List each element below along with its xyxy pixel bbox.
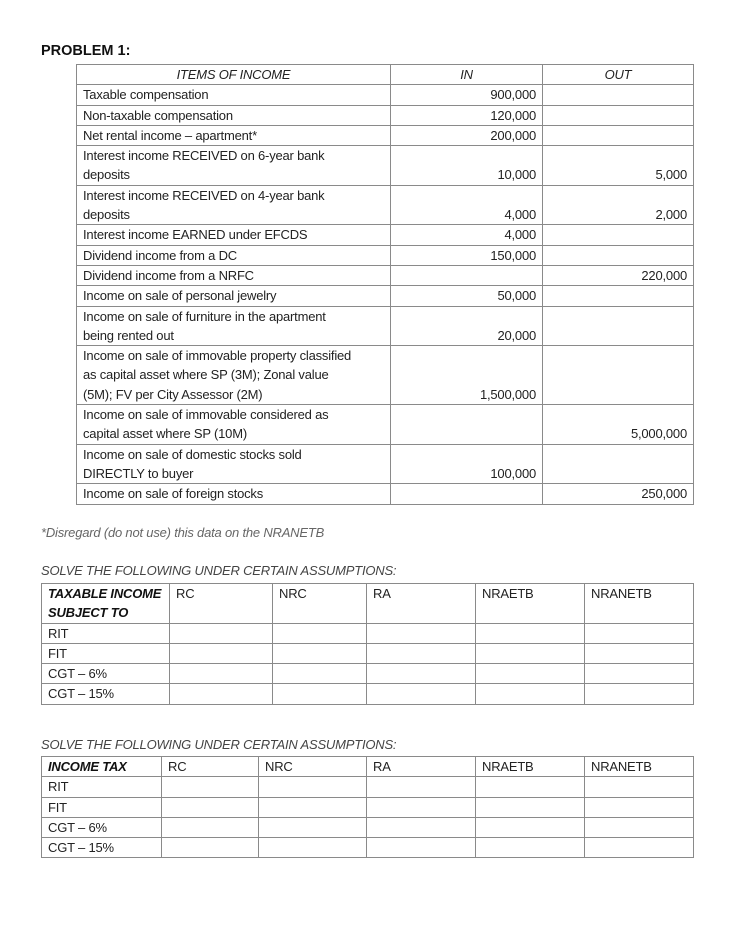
table-row xyxy=(77,185,694,225)
column-header-nraetb: NRAETB xyxy=(476,757,585,777)
out-amount-cell[interactable] xyxy=(543,286,694,306)
answer-cell[interactable] xyxy=(585,817,694,837)
table-row xyxy=(77,245,694,265)
header-out: OUT xyxy=(543,65,694,85)
column-header-ra: RA xyxy=(367,757,476,777)
problem-title: PROBLEM 1: xyxy=(41,43,131,59)
table-row xyxy=(42,817,694,837)
answer-cell[interactable] xyxy=(162,777,259,797)
row-header-title: INCOME TAX xyxy=(42,757,162,777)
column-header-ra: RA xyxy=(367,584,476,624)
out-amount-cell[interactable] xyxy=(543,125,694,145)
answer-cell[interactable] xyxy=(273,643,367,663)
income-item-cell xyxy=(77,105,391,125)
row-label: CGT – 6% xyxy=(42,817,162,837)
answer-cell[interactable] xyxy=(259,777,367,797)
answer-cell[interactable] xyxy=(476,797,585,817)
table-row xyxy=(77,146,694,186)
income-item-line: Income on sale of foreign stocks xyxy=(83,486,264,502)
answer-cell[interactable] xyxy=(367,838,476,858)
in-amount-cell[interactable]: 120,000 xyxy=(391,105,543,125)
answer-cell[interactable] xyxy=(273,664,367,684)
income-item-line: Dividend income from a NRFC xyxy=(83,267,254,283)
income-item-cell xyxy=(77,286,391,306)
income-item-line: deposits xyxy=(83,167,130,183)
income-item-line: Interest income RECEIVED on 6-year bank xyxy=(83,148,325,164)
answer-cell[interactable] xyxy=(162,838,259,858)
table-row xyxy=(77,85,694,105)
in-amount-cell[interactable] xyxy=(391,484,543,504)
out-amount-cell[interactable]: 2,000 xyxy=(543,185,694,225)
table-row xyxy=(77,306,694,346)
answer-cell[interactable] xyxy=(367,684,476,704)
income-item-line: Non-taxable compensation xyxy=(83,107,233,123)
out-amount-cell[interactable]: 5,000 xyxy=(543,146,694,186)
income-item-line: Income on sale of immovable property classified xyxy=(83,348,352,364)
answer-cell[interactable] xyxy=(273,623,367,643)
income-item-cell xyxy=(77,346,391,405)
answer-cell[interactable] xyxy=(259,838,367,858)
answer-cell[interactable] xyxy=(170,684,273,704)
income-item-line: Income on sale of domestic stocks sold xyxy=(83,446,302,462)
income-item-cell xyxy=(77,146,391,186)
table-row xyxy=(42,664,694,684)
income-item-line: Income on sale of furniture in the apartment xyxy=(83,308,326,324)
column-header-nraetb: NRAETB xyxy=(476,584,585,624)
footnote: *Disregard (do not use) this data on the NRANETB xyxy=(41,525,325,540)
in-amount-cell[interactable]: 200,000 xyxy=(391,125,543,145)
table-row xyxy=(42,643,694,663)
table-row xyxy=(77,405,694,445)
income-item-cell xyxy=(77,245,391,265)
out-amount-cell[interactable] xyxy=(543,225,694,245)
income-item-line: as capital asset where SP (3M); Zonal value xyxy=(83,367,329,383)
in-amount-cell[interactable]: 10,000 xyxy=(391,146,543,186)
in-amount-cell[interactable]: 50,000 xyxy=(391,286,543,306)
income-item-cell xyxy=(77,125,391,145)
table-header-row xyxy=(42,757,694,777)
row-label: CGT – 15% xyxy=(42,838,162,858)
in-amount-cell[interactable]: 4,000 xyxy=(391,185,543,225)
answer-cell[interactable] xyxy=(367,817,476,837)
income-item-cell xyxy=(77,265,391,285)
table-row xyxy=(77,225,694,245)
out-amount-cell[interactable]: 250,000 xyxy=(543,484,694,504)
table-row xyxy=(77,265,694,285)
answer-cell[interactable] xyxy=(170,623,273,643)
table-header-row xyxy=(42,584,694,624)
answer-cell[interactable] xyxy=(367,797,476,817)
out-amount-cell[interactable]: 5,000,000 xyxy=(543,405,694,445)
column-header-nrc: NRC xyxy=(273,584,367,624)
in-amount-cell[interactable] xyxy=(391,265,543,285)
in-amount-cell[interactable]: 1,500,000 xyxy=(391,346,543,405)
table-row xyxy=(42,777,694,797)
answer-cell[interactable] xyxy=(367,777,476,797)
income-item-line: Interest income RECEIVED on 4-year bank xyxy=(83,187,325,203)
in-amount-cell[interactable]: 20,000 xyxy=(391,306,543,346)
out-amount-cell[interactable] xyxy=(543,346,694,405)
income-item-line: Income on sale of personal jewelry xyxy=(83,288,277,304)
row-label: CGT – 15% xyxy=(42,684,170,704)
answer-cell[interactable] xyxy=(367,664,476,684)
answer-cell[interactable] xyxy=(476,777,585,797)
answer-cell[interactable] xyxy=(585,623,694,643)
column-header-nranetb: NRANETB xyxy=(585,757,694,777)
answer-cell[interactable] xyxy=(476,643,585,663)
answer-cell[interactable] xyxy=(162,797,259,817)
income-item-line: Dividend income from a DC xyxy=(83,247,237,263)
income-items-table xyxy=(76,64,694,505)
table-row xyxy=(77,286,694,306)
out-amount-cell[interactable]: 220,000 xyxy=(543,265,694,285)
income-item-cell xyxy=(77,306,391,346)
out-amount-cell[interactable] xyxy=(543,306,694,346)
row-label: CGT – 6% xyxy=(42,664,170,684)
income-tax-table xyxy=(41,756,694,858)
table-row xyxy=(42,797,694,817)
income-item-cell xyxy=(77,225,391,245)
taxable-income-table xyxy=(41,583,694,705)
answer-cell[interactable] xyxy=(476,623,585,643)
table-row xyxy=(42,623,694,643)
row-label: RIT xyxy=(42,777,162,797)
income-item-cell xyxy=(77,405,391,445)
answer-cell[interactable] xyxy=(259,797,367,817)
answer-cell[interactable] xyxy=(162,817,259,837)
income-item-line: Interest income EARNED under EFCDS xyxy=(83,227,308,243)
income-item-line: Taxable compensation xyxy=(83,87,209,103)
answer-cell[interactable] xyxy=(367,643,476,663)
row-label: RIT xyxy=(42,623,170,643)
income-item-cell xyxy=(77,484,391,504)
income-item-line: DIRECTLY to buyer xyxy=(83,465,194,481)
answer-cell[interactable] xyxy=(585,684,694,704)
answer-cell[interactable] xyxy=(476,817,585,837)
out-amount-cell[interactable] xyxy=(543,444,694,484)
answer-cell[interactable] xyxy=(476,664,585,684)
table-row xyxy=(77,444,694,484)
answer-cell[interactable] xyxy=(585,797,694,817)
solve-instruction-1: SOLVE THE FOLLOWING UNDER CERTAIN ASSUMPTIONS: xyxy=(41,563,397,578)
in-amount-cell[interactable] xyxy=(391,405,543,445)
income-item-line: Net rental income – apartment* xyxy=(83,127,257,143)
row-header-title: TAXABLE INCOME SUBJECT TO xyxy=(42,584,170,624)
in-amount-cell[interactable]: 4,000 xyxy=(391,225,543,245)
income-item-line: (5M); FV per City Assessor (2M) xyxy=(83,386,263,402)
solve-instruction-2: SOLVE THE FOLLOWING UNDER CERTAIN ASSUMPTIONS: xyxy=(41,737,397,752)
answer-cell[interactable] xyxy=(476,684,585,704)
out-amount-cell[interactable] xyxy=(543,85,694,105)
income-item-cell xyxy=(77,444,391,484)
table-row xyxy=(77,346,694,405)
table-row xyxy=(42,838,694,858)
answer-cell[interactable] xyxy=(585,838,694,858)
table-header-row xyxy=(77,65,694,85)
column-header-rc: RC xyxy=(162,757,259,777)
column-header-nrc: NRC xyxy=(259,757,367,777)
out-amount-cell[interactable] xyxy=(543,105,694,125)
answer-cell[interactable] xyxy=(170,643,273,663)
answer-cell[interactable] xyxy=(585,664,694,684)
answer-cell[interactable] xyxy=(585,643,694,663)
in-amount-cell[interactable]: 100,000 xyxy=(391,444,543,484)
in-amount-cell[interactable]: 150,000 xyxy=(391,245,543,265)
income-item-line: being rented out xyxy=(83,327,174,343)
answer-cell[interactable] xyxy=(476,838,585,858)
answer-cell[interactable] xyxy=(367,623,476,643)
income-item-line: deposits xyxy=(83,207,130,223)
income-item-line: Income on sale of immovable considered as xyxy=(83,407,329,423)
table-row xyxy=(77,125,694,145)
header-items: ITEMS OF INCOME xyxy=(77,65,391,85)
row-label: FIT xyxy=(42,643,170,663)
in-amount-cell[interactable]: 900,000 xyxy=(391,85,543,105)
answer-cell[interactable] xyxy=(273,684,367,704)
column-header-rc: RC xyxy=(170,584,273,624)
header-in: IN xyxy=(391,65,543,85)
income-item-line: capital asset where SP (10M) xyxy=(83,426,247,442)
answer-cell[interactable] xyxy=(259,817,367,837)
answer-cell[interactable] xyxy=(170,664,273,684)
answer-cell[interactable] xyxy=(585,777,694,797)
row-label: FIT xyxy=(42,797,162,817)
column-header-nranetb: NRANETB xyxy=(585,584,694,624)
income-item-cell xyxy=(77,185,391,225)
out-amount-cell[interactable] xyxy=(543,245,694,265)
table-row xyxy=(77,484,694,504)
table-row xyxy=(77,105,694,125)
income-item-cell xyxy=(77,85,391,105)
table-row xyxy=(42,684,694,704)
